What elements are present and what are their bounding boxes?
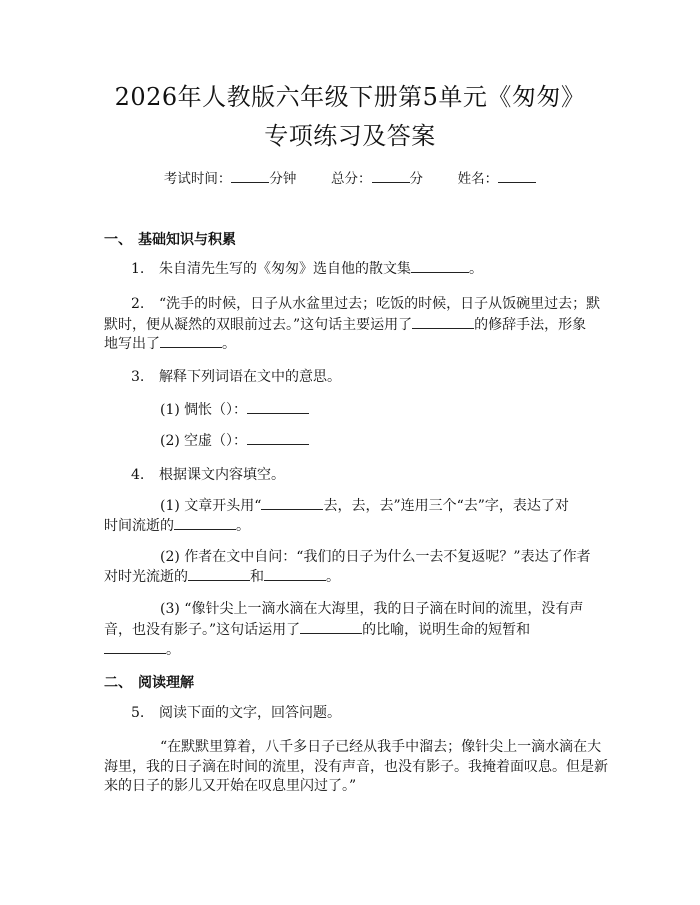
- section2-number: 二、: [104, 675, 132, 691]
- question-3-sub2-number: (2): [160, 433, 180, 449]
- question-1-number: 1.: [131, 261, 145, 277]
- question-2-line1: [131, 294, 600, 314]
- question-4-sub3-line1: [160, 599, 583, 619]
- passage-line1: “在默默里算着，八千多日子已经从我手中溜去；像针尖上一滴水滴在大: [160, 739, 602, 755]
- question-4-text: 根据课文内容填空。: [159, 467, 285, 483]
- question-1: [131, 259, 483, 279]
- section1-heading: [104, 229, 236, 249]
- passage-line3: 来的日子的影儿又开始在叹息里闪过了。”: [104, 778, 357, 794]
- question-3-sub2-text: 空虚（）：: [184, 433, 247, 449]
- section2-heading: [104, 672, 194, 692]
- question-4-sub2-blank2[interactable]: [264, 567, 326, 581]
- question-3-sub1: [160, 400, 309, 420]
- question-2-number: 2.: [131, 296, 145, 312]
- question-4-number: 4.: [131, 467, 145, 483]
- question-4-sub3-blank1[interactable]: [300, 620, 362, 634]
- question-3-sub2-blank[interactable]: [247, 431, 309, 445]
- question-5-text: 阅读下面的文字，回答问题。: [159, 705, 341, 721]
- question-4-sub2-blank1[interactable]: [188, 567, 250, 581]
- question-2-line2: [104, 315, 586, 335]
- question-5-number: 5.: [131, 705, 145, 721]
- question-4-sub2-line1: [160, 547, 591, 567]
- question-2-blank1[interactable]: [412, 315, 474, 329]
- question-4-sub3-line3: [104, 640, 180, 660]
- question-5: [131, 703, 341, 723]
- question-2-text2a: 默时，便从凝然的双眼前过去。”这句话主要运用了: [104, 317, 413, 333]
- question-4-sub1-text-b: 去，去，去”连用三个“去”字，表达了对: [323, 498, 569, 514]
- exam-meta-row: [0, 167, 700, 187]
- question-4-sub1-blank1[interactable]: [261, 496, 323, 510]
- question-2-text3b: 。: [222, 336, 236, 352]
- question-4-sub1-text-c: 时间流逝的: [104, 518, 174, 534]
- question-2-line3: [104, 334, 236, 354]
- section1-title: 基础知识与积累: [138, 232, 236, 248]
- question-4: [131, 465, 285, 485]
- total-score-label: 总分：: [331, 171, 372, 187]
- question-4-sub2-text-d: 。: [326, 569, 340, 585]
- question-4-sub1-text-a: (1) 文章开头用“: [160, 498, 262, 514]
- total-score-unit: 分: [409, 171, 423, 187]
- question-4-sub2-text-a: (2) 作者在文中自问：“我们的日子为什么一去不复返呢？”表达了作者: [160, 549, 591, 565]
- question-4-sub3-blank2[interactable]: [104, 640, 166, 654]
- document-title-line2: 专项练习及答案: [264, 122, 436, 150]
- question-4-sub1-line1: [160, 496, 569, 516]
- question-3: [131, 367, 341, 387]
- question-1-text-end: 。: [469, 261, 483, 277]
- question-2-text3a: 地写出了: [104, 336, 160, 352]
- question-4-sub3-text-d: 。: [166, 642, 180, 658]
- question-3-text: 解释下列词语在文中的意思。: [159, 369, 341, 385]
- section1-number: 一、: [104, 232, 132, 248]
- question-3-sub1-blank[interactable]: [247, 400, 309, 414]
- question-4-sub1-blank2[interactable]: [174, 516, 236, 530]
- question-1-blank[interactable]: [411, 259, 469, 273]
- question-4-sub2-line2: [104, 567, 340, 587]
- question-3-sub1-number: (1): [160, 402, 180, 418]
- document-title-line1: 2026年人教版六年级下册第5单元《匆匆》: [114, 83, 586, 111]
- question-4-sub2-text-c: 和: [250, 569, 264, 585]
- name-label: 姓名：: [457, 171, 499, 187]
- question-3-sub2: [160, 431, 309, 451]
- question-4-sub1-line2: [104, 516, 250, 536]
- question-4-sub3-line2: [104, 620, 530, 640]
- exam-time-label: 考试时间：: [163, 171, 232, 187]
- question-3-number: 3.: [131, 369, 145, 385]
- section2-title: 阅读理解: [138, 675, 194, 691]
- question-2-text1: “洗手的时候，日子从水盆里过去；吃饭的时候，日子从饭碗里过去；默: [159, 296, 601, 312]
- question-1-text: 朱自清先生写的《匆匆》选自他的散文集: [159, 261, 411, 277]
- question-4-sub3-text-c: 的比喻，说明生命的短暂和: [362, 622, 531, 638]
- exam-time-blank[interactable]: [231, 169, 269, 183]
- question-4-sub2-text-b: 对时光流逝的: [104, 569, 188, 585]
- question-2-text2b: 的修辞手法，形象: [474, 317, 587, 333]
- question-4-sub1-text-d: 。: [236, 518, 250, 534]
- name-blank[interactable]: [498, 169, 536, 183]
- question-4-sub3-text-b: 音，也没有影子。”这句话运用了: [104, 622, 301, 638]
- passage-line2: 海里，我的日子滴在时间的流里，没有声音，也没有影子。我掩着面叹息。但是新: [104, 759, 608, 775]
- question-2-blank2[interactable]: [160, 334, 222, 348]
- total-score-blank[interactable]: [372, 169, 410, 183]
- exam-time-unit: 分钟: [269, 171, 297, 187]
- question-3-sub1-text: 惆怅（）：: [184, 402, 247, 418]
- question-4-sub3-text-a: (3) “像针尖上一滴水滴在大海里，我的日子滴在时间的流里，没有声: [160, 601, 584, 617]
